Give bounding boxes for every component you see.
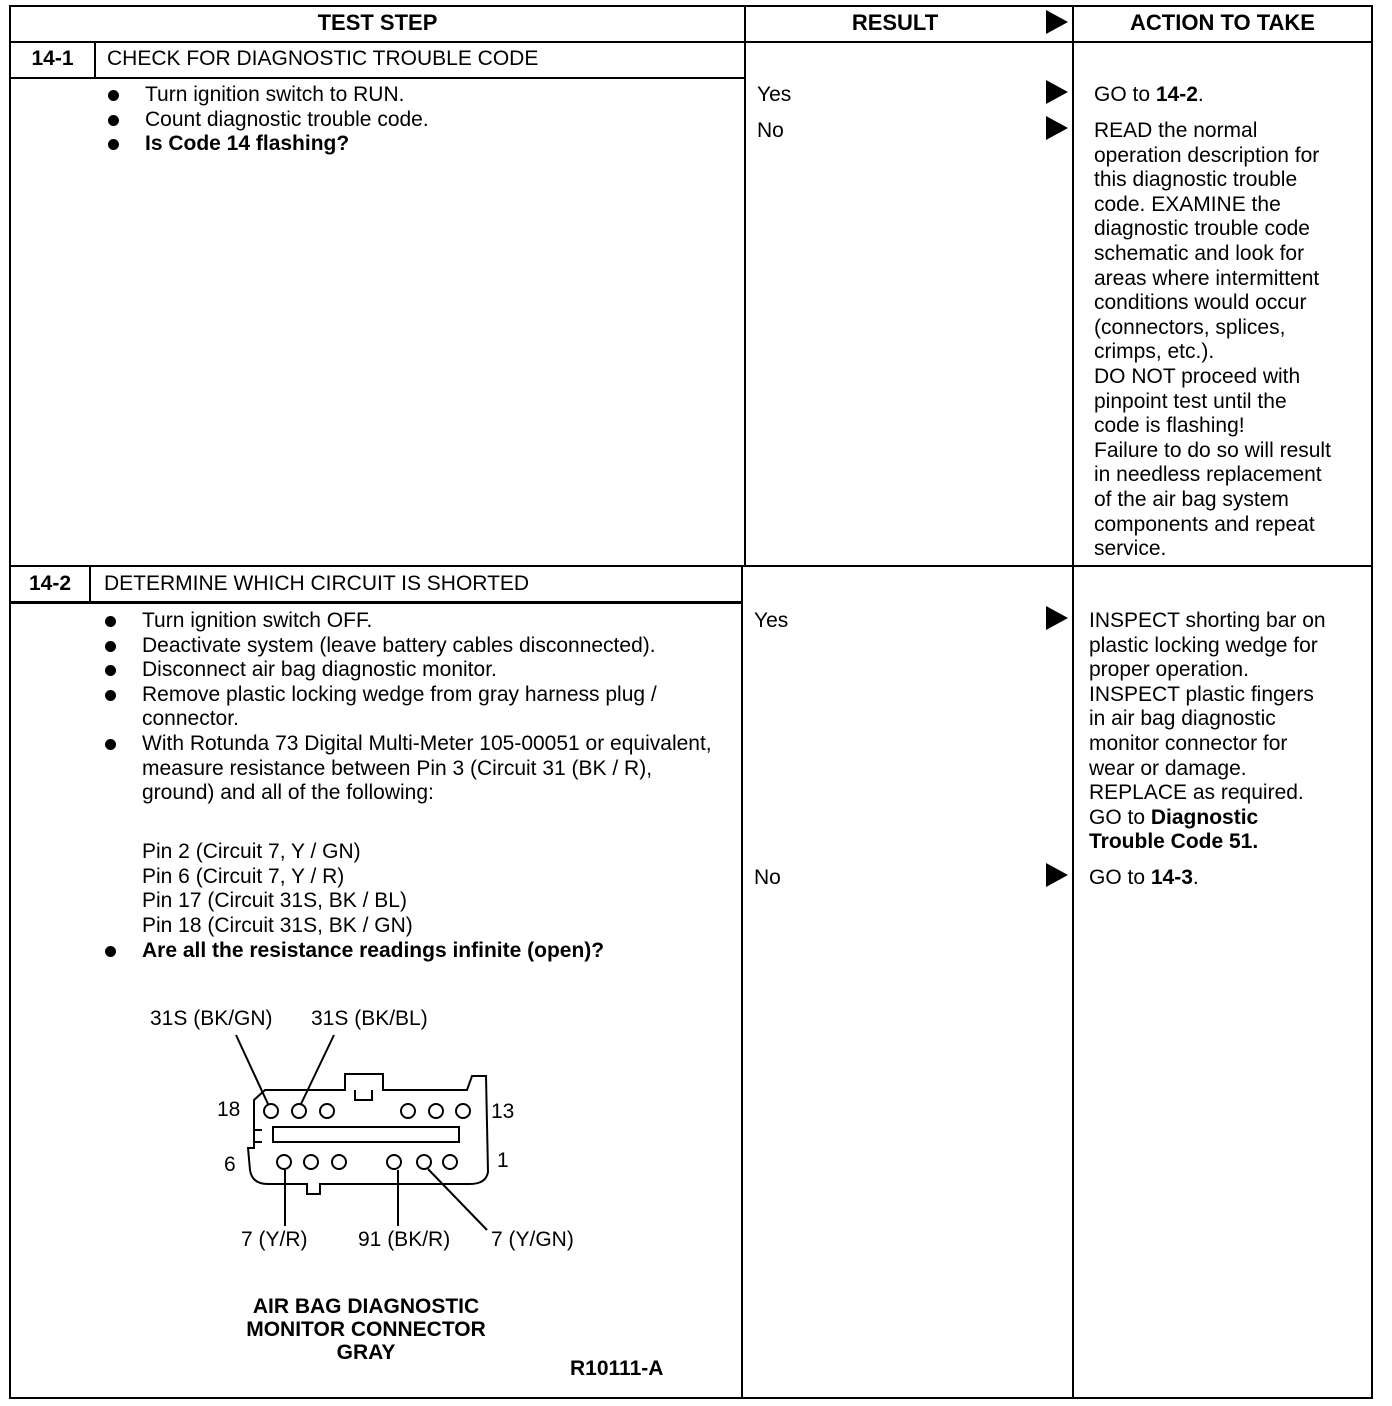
step2-result-no: No — [754, 866, 781, 889]
action-line: REPLACE as required. — [1089, 781, 1304, 805]
header-action: ACTION TO TAKE — [1130, 10, 1315, 35]
label-31s-bkgn: 31S (BK/GN) — [150, 1007, 273, 1030]
step1-question: Is Code 14 flashing? — [105, 132, 429, 157]
action-line: conditions would occur — [1094, 291, 1307, 315]
header-result: RESULT — [851, 10, 939, 35]
figure-ref: R10111-A — [570, 1357, 664, 1380]
step2-no-action — [1089, 866, 1199, 891]
label-31s-bkbl: 31S (BK/BL) — [311, 1007, 428, 1030]
action-line: READ the normal — [1094, 119, 1258, 142]
action-line: plastic locking wedge for — [1089, 633, 1318, 657]
action-line: components and repeat — [1094, 512, 1315, 536]
action-line: areas where intermittent — [1094, 266, 1320, 290]
step2-result-yes: Yes — [754, 609, 789, 632]
step2-bullet: Disconnect air bag diagnostic monitor. — [102, 658, 712, 683]
step1-no-arrow-icon — [1046, 116, 1068, 140]
action-line: code. EXAMINE the — [1094, 192, 1281, 216]
action-line: DO NOT proceed with — [1094, 364, 1301, 388]
caption-line: AIR BAG DIAGNOSTIC — [252, 1295, 480, 1318]
step1-yes-arrow-icon — [1046, 80, 1068, 104]
action-line: Failure to do so will result — [1094, 438, 1331, 462]
pin-item: Pin 18 (Circuit 31S, BK / GN) — [142, 913, 413, 937]
action-line: crimps, etc.). — [1094, 340, 1215, 364]
step1-bullet: Count diagnostic trouble code. — [105, 108, 429, 133]
pin-item: Pin 17 (Circuit 31S, BK / BL) — [142, 889, 407, 913]
step2-no-arrow-icon — [1046, 863, 1068, 887]
action-line: service. — [1094, 537, 1167, 561]
caption-line: MONITOR CONNECTOR — [246, 1318, 486, 1341]
step1-bullets — [105, 83, 429, 157]
step2-title: DETERMINE WHICH CIRCUIT IS SHORTED — [104, 572, 530, 595]
goto-prefix: GO to — [1089, 805, 1151, 829]
action-line: (connectors, splices, — [1094, 315, 1286, 339]
step2-yes-arrow-icon — [1046, 606, 1068, 630]
goto-suffix: . — [1197, 83, 1204, 106]
step1-yes-action — [1094, 83, 1204, 108]
step1-bullet: Turn ignition switch to RUN. — [105, 83, 429, 108]
step2-bullet: Deactivate system (leave battery cables disconnected). — [102, 634, 712, 659]
label-pin18: 18 — [217, 1098, 241, 1121]
action-line: proper operation. — [1089, 658, 1249, 682]
caption-line: GRAY — [336, 1341, 396, 1364]
label-91-bkr: 91 (BK/R) — [358, 1228, 451, 1251]
action-line: this diagnostic trouble — [1094, 168, 1298, 192]
action-line: diagnostic trouble code — [1094, 217, 1310, 241]
action-line: monitor connector for — [1089, 731, 1288, 755]
step2-number: 14-2 — [28, 572, 72, 595]
step2-bullet: With Rotunda 73 Digital Multi-Meter 105-00051 or equivalent, measure resistance between Pin 3 (Circuit 31 (BK / R), ground) and all of the following: — [102, 732, 712, 806]
diagram-caption — [196, 1295, 536, 1364]
step1-result-no: No — [757, 119, 784, 142]
action-line: INSPECT plastic fingers — [1089, 682, 1314, 706]
step2-bullet: Turn ignition switch OFF. — [102, 609, 712, 634]
step1-title: CHECK FOR DIAGNOSTIC TROUBLE CODE — [107, 47, 539, 70]
goto-suffix: . — [1192, 866, 1199, 889]
label-7-yr: 7 (Y/R) — [241, 1228, 308, 1251]
goto-step-link[interactable]: 14-3 — [1150, 866, 1193, 889]
step2-bullets — [102, 609, 712, 806]
label-7-ygn: 7 (Y/GN) — [491, 1228, 574, 1251]
action-line: INSPECT shorting bar on — [1089, 609, 1326, 632]
goto-dtc-link-line2[interactable]: Trouble Code 51. — [1089, 830, 1259, 854]
goto-dtc-link[interactable]: Diagnostic — [1150, 805, 1259, 829]
step1-number: 14-1 — [31, 47, 74, 70]
action-line: schematic and look for — [1094, 241, 1305, 265]
label-pin13: 13 — [491, 1100, 515, 1123]
step2-question: Are all the resistance readings infinite (open)? — [102, 939, 604, 964]
action-line: in air bag diagnostic — [1089, 707, 1276, 731]
action-line — [1089, 806, 1326, 831]
action-line: in needless replacement — [1094, 463, 1322, 487]
action-line: code is flashing! — [1094, 414, 1245, 438]
action-line: wear or damage. — [1089, 756, 1247, 780]
label-pin1: 1 — [497, 1149, 509, 1172]
header-arrow-icon — [1046, 10, 1068, 34]
header-test-step: TEST STEP — [317, 10, 438, 35]
pin-list — [142, 840, 413, 938]
step1-result-yes: Yes — [757, 83, 792, 106]
step2-yes-action — [1089, 609, 1326, 855]
step1-no-action — [1094, 119, 1331, 562]
goto-prefix: GO to — [1089, 866, 1151, 889]
goto-prefix: GO to — [1094, 83, 1156, 106]
action-line: operation description for — [1094, 143, 1320, 167]
label-pin6: 6 — [224, 1153, 236, 1176]
action-line: pinpoint test until the — [1094, 389, 1287, 413]
step2-bullet: Remove plastic locking wedge from gray harness plug / connector. — [102, 683, 712, 732]
step2-question-list — [102, 939, 604, 964]
action-line: of the air bag system — [1094, 487, 1289, 511]
pin-item: Pin 2 (Circuit 7, Y / GN) — [142, 840, 361, 863]
pin-item: Pin 6 (Circuit 7, Y / R) — [142, 864, 345, 888]
goto-step-link[interactable]: 14-2 — [1155, 83, 1198, 106]
